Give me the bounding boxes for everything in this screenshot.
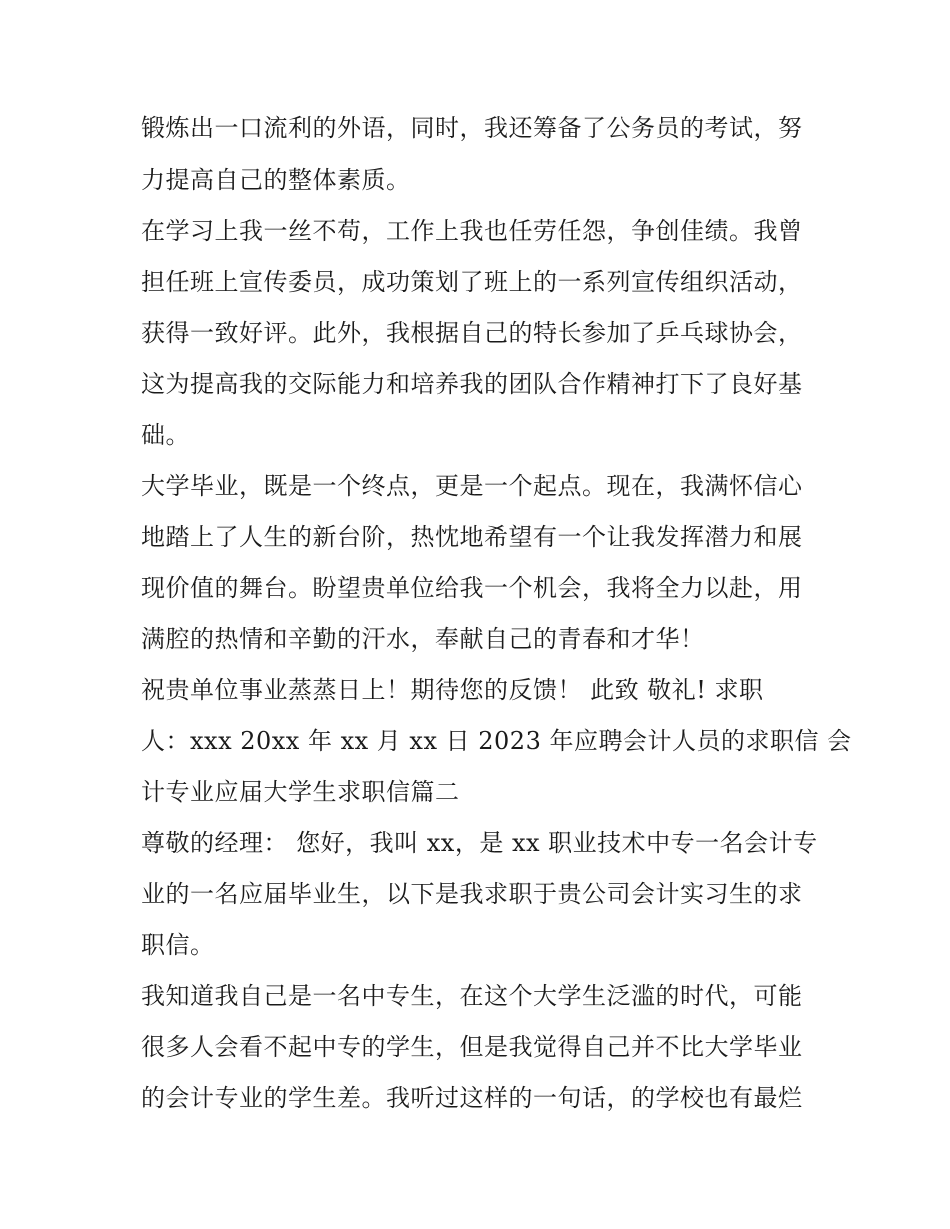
text-line: 础。 bbox=[141, 421, 190, 449]
text-line: 担任班上宣传委员，成功策划了班上的一系列宣传组织活动， bbox=[141, 268, 803, 296]
text-line: 计专业应届大学生求职信篇二 bbox=[141, 778, 460, 806]
text-line: 现价值的舞台。盼望贵单位给我一个机会，我将全力以赴，用 bbox=[141, 574, 803, 602]
text-line: 很多人会看不起中专的学生，但是我觉得自己并不比大学毕业 bbox=[141, 1033, 803, 1061]
text-line: 人：xxx 20xx 年 xx 月 xx 日 2023 年应聘会计人员的求职信 会 bbox=[141, 727, 852, 755]
text-line: 的会计专业的学生差。我听过这样的一句话，的学校也有最烂 bbox=[141, 1084, 803, 1112]
text-line: 满腔的热情和辛勤的汗水，奉献自己的青春和才华！ bbox=[141, 625, 705, 653]
text-line: 地踏上了人生的新台阶，热忱地希望有一个让我发挥潜力和展 bbox=[141, 523, 803, 551]
text-line: 祝贵单位事业蒸蒸日上！期待您的反馈！ 此致 敬礼! 求职 bbox=[141, 676, 764, 704]
text-line: 业的一名应届毕业生，以下是我求职于贵公司会计实习生的求 bbox=[141, 880, 803, 908]
text-line: 在学习上我一丝不苟，工作上我也任劳任怨，争创佳绩。我曾 bbox=[141, 217, 803, 245]
text-line: 尊敬的经理： 您好，我叫 xx，是 xx 职业技术中专一名会计专 bbox=[141, 829, 818, 857]
text-line: 大学毕业，既是一个终点，更是一个起点。现在，我满怀信心 bbox=[141, 472, 803, 500]
text-line: 锻炼出一口流利的外语，同时，我还筹备了公务员的考试，努 bbox=[141, 114, 803, 142]
text-line: 获得一致好评。此外，我根据自己的特长参加了乒乓球协会， bbox=[141, 319, 803, 347]
text-line: 力提高自己的整体素质。 bbox=[141, 166, 411, 194]
text-line: 这为提高我的交际能力和培养我的团队合作精神打下了良好基 bbox=[141, 370, 803, 398]
text-line: 职信。 bbox=[141, 931, 215, 959]
text-line: 我知道我自己是一名中专生，在这个大学生泛滥的时代，可能 bbox=[141, 982, 803, 1010]
